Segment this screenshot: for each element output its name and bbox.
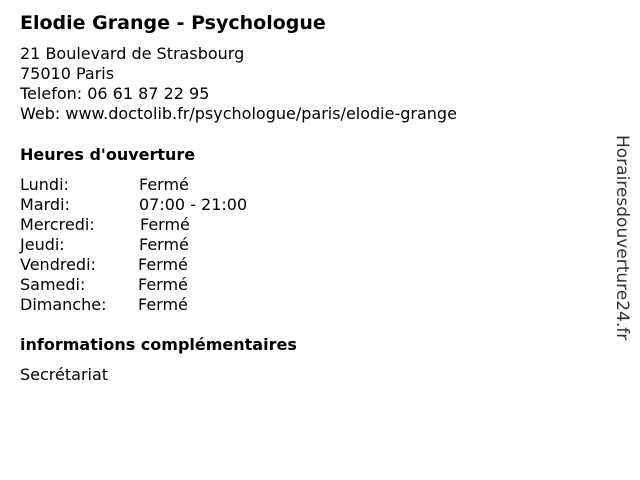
address-street: 21 Boulevard de Strasbourg (20, 44, 245, 63)
day-label: Samedi: (20, 275, 86, 294)
hours-value: Fermé (138, 275, 188, 294)
web-line: Web: www.doctolib.fr/psychologue/paris/elodie-grange (20, 104, 457, 123)
hours-value: Fermé (140, 215, 190, 234)
hours-value: Fermé (139, 175, 189, 194)
day-label: Mercredi: (20, 215, 95, 234)
site-watermark: Horairesdouverture24.fr (612, 135, 632, 341)
day-label: Mardi: (20, 195, 70, 214)
info-text: Secrétariat (20, 365, 109, 384)
address-city: 75010 Paris (20, 64, 115, 83)
info-heading: informations complémentaires (20, 335, 297, 354)
hours-value: Fermé (138, 255, 188, 274)
day-label: Jeudi: (20, 235, 65, 254)
day-label: Lundi: (20, 175, 69, 194)
day-label: Dimanche: (20, 295, 107, 314)
phone-line: Telefon: 06 61 87 22 95 (20, 84, 210, 103)
hours-value: Fermé (139, 235, 189, 254)
address-block (20, 44, 457, 124)
business-title: Elodie Grange - Psychologue (20, 12, 326, 34)
hours-heading: Heures d'ouverture (20, 145, 196, 164)
hours-value: Fermé (138, 295, 188, 314)
day-label: Vendredi: (20, 255, 96, 274)
hours-value: 07:00 - 21:00 (139, 195, 248, 214)
